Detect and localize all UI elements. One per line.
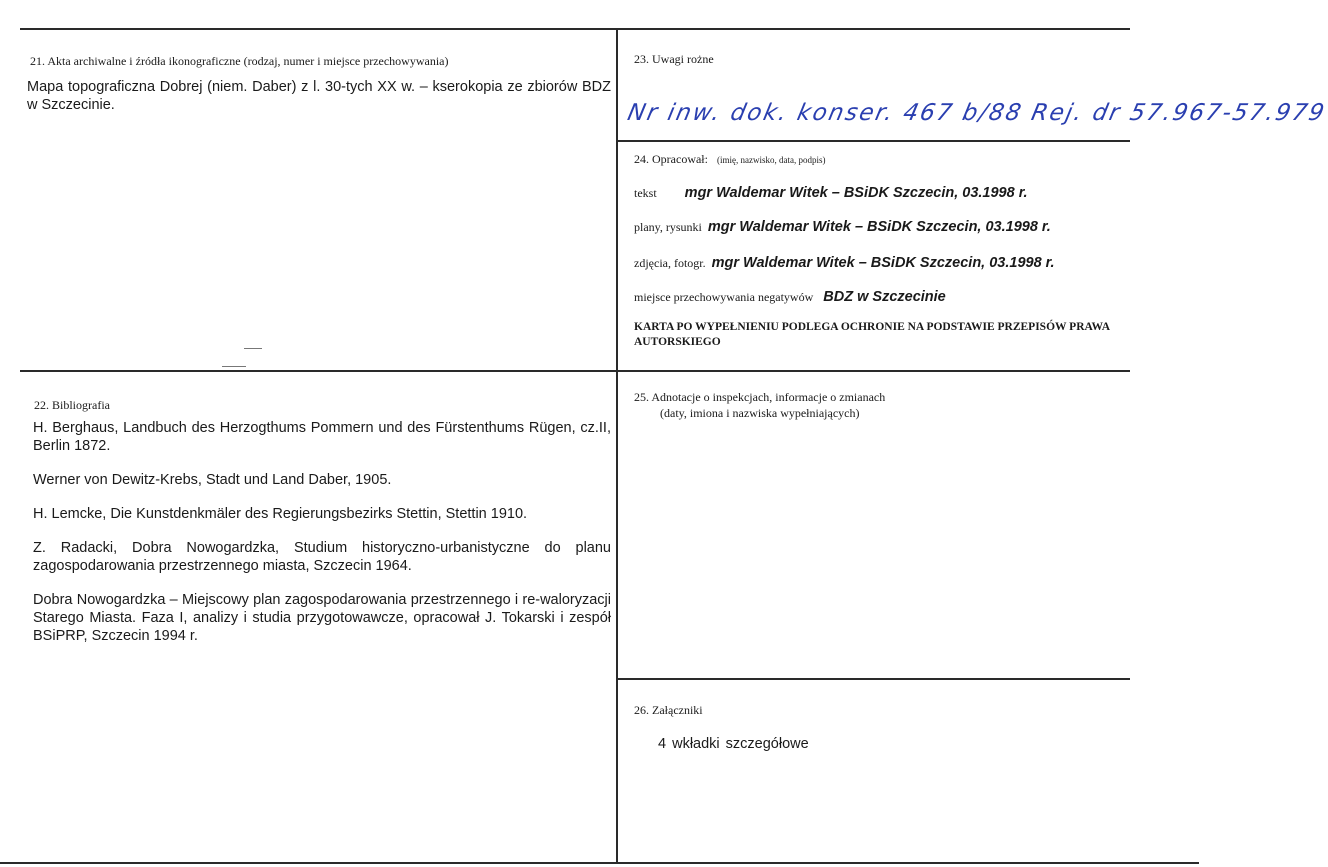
section-23-label: 23. Uwagi rożne bbox=[634, 52, 714, 66]
credit-value: mgr Waldemar Witek – BSiDK Szczecin, 03.1998 r. bbox=[707, 219, 1051, 235]
bottom-rule bbox=[0, 862, 1199, 864]
credit-value: mgr Waldemar Witek – BSiDK Szczecin, 03.1998 r. bbox=[711, 255, 1055, 271]
attachments-text: 4 wkładki szczegółowe bbox=[658, 736, 809, 752]
bibliography-entry: H. Lemcke, Die Kunstdenkmäler des Regierungsbezirks Stettin, Stettin 1910. bbox=[33, 506, 528, 522]
copyright-notice: KARTA PO WYPEŁNIENIU PODLEGA OCHRONIE NA PODSTAWIE PRZEPISÓW PRAWA AUTORSKIEGO bbox=[634, 321, 1110, 348]
section-21-text: Mapa topograficzna Dobrej (niem. Daber) z l. 30-tych XX w. – kserokopia ze zbiorów BDZ w Szczecinie. bbox=[27, 79, 611, 113]
section-24-label bbox=[634, 152, 825, 167]
credit-key: tekst bbox=[634, 186, 657, 200]
scan-mark bbox=[244, 348, 262, 349]
scan-mark bbox=[222, 366, 246, 367]
section-24-title: 24. Opracował: bbox=[634, 152, 708, 166]
column-divider bbox=[616, 28, 618, 864]
bibliography-list bbox=[33, 419, 611, 661]
credit-row-text bbox=[634, 184, 1028, 202]
credit-key: zdjęcia, fotogr. bbox=[634, 256, 706, 270]
section-21-label: 21. Akta archiwalne i źródła ikonograficzne (rodzaj, numer i miejsce przechowywania) bbox=[30, 54, 449, 68]
section-23-rule bbox=[618, 140, 1130, 142]
handwritten-inventory-note: Nr inw. dok. konser. 467 b/88 Rej. dr 57.967-57.979 bbox=[625, 100, 1328, 126]
bibliography-entry: Werner von Dewitz-Krebs, Stadt und Land Daber, 1905. bbox=[33, 472, 392, 488]
credit-value: mgr Waldemar Witek – BSiDK Szczecin, 03.1998 r. bbox=[684, 185, 1028, 201]
top-rule bbox=[20, 28, 1130, 30]
section-24-hint: (imię, nazwisko, data, podpis) bbox=[716, 155, 826, 165]
credit-key: plany, rysunki bbox=[634, 220, 702, 234]
bibliography-entry: Dobra Nowogardzka – Miejscowy plan zagospodarowania przestrzennego i re-waloryzacji Starego Miasta. Faza I, analizy i studia przygotowawcze, opracował J. Tokarski i zespół BSiPRP, Szczecin 1994 r. bbox=[33, 592, 611, 644]
section-26-rule bbox=[618, 678, 1130, 680]
section-26-label: 26. Załączniki bbox=[634, 703, 703, 717]
section-22-label: 22. Bibliografia bbox=[34, 398, 110, 412]
credit-row-plans bbox=[634, 218, 1051, 236]
credit-row-photos bbox=[634, 254, 1055, 272]
credit-row-negatives bbox=[634, 288, 946, 306]
section-25-label: 25. Adnotacje o inspekcjach, informacje o zmianach bbox=[634, 390, 886, 404]
middle-rule bbox=[20, 370, 1130, 372]
credit-value: BDZ w Szczecinie bbox=[823, 289, 946, 305]
section-25-hint: (daty, imiona i nazwiska wypełniających) bbox=[660, 406, 860, 420]
bibliography-entry: Z. Radacki, Dobra Nowogardzka, Studium historyczno-urbanistyczne do planu zagospodarowania przestrzennego miasta, Szczecin 1964. bbox=[33, 540, 611, 574]
credit-key: miejsce przechowywania negatywów bbox=[634, 290, 814, 304]
bibliography-entry: H. Berghaus, Landbuch des Herzogthums Pommern und des Fürstenthums Rügen, cz.II, Berlin 1872. bbox=[33, 420, 611, 454]
